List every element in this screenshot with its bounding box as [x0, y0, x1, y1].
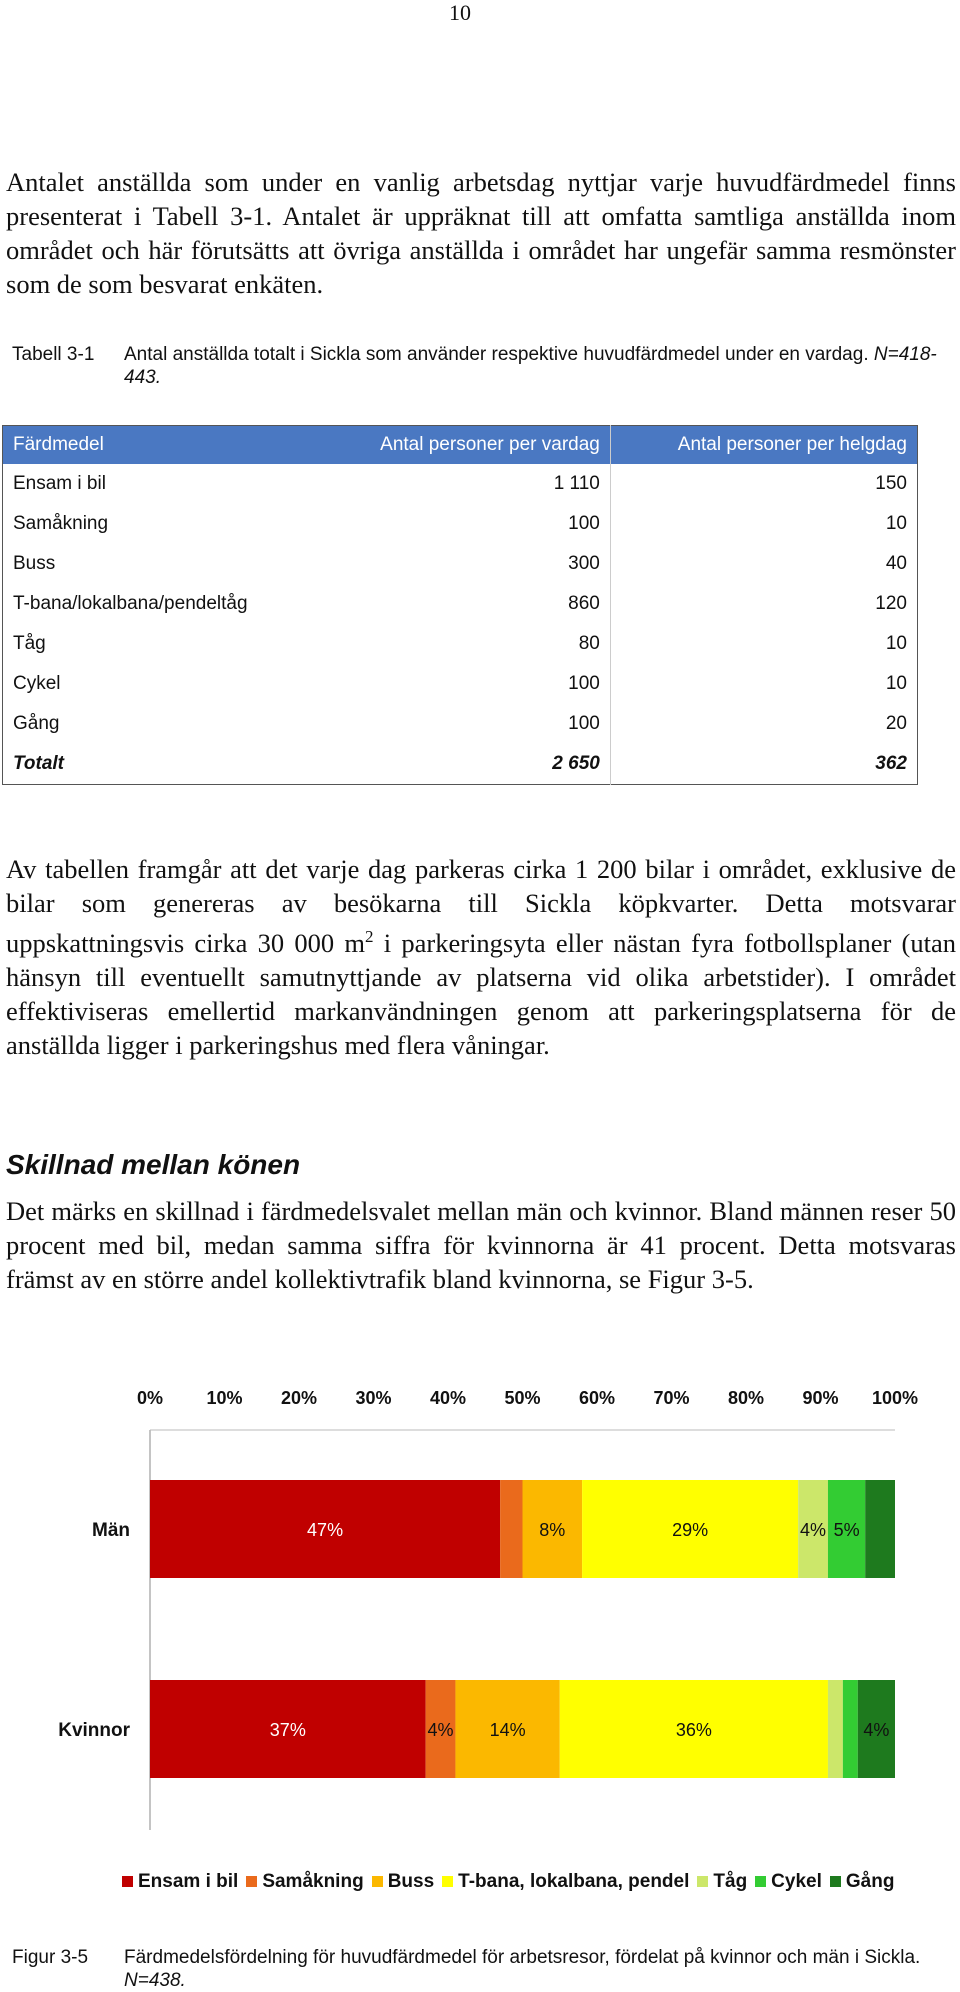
legend-label: Buss — [387, 1871, 435, 1892]
legend-item — [246, 1871, 363, 1892]
table-row — [3, 584, 918, 624]
mode-share-chart — [0, 1370, 960, 1850]
data-label: 5% — [833, 1520, 860, 1540]
table-cell: 2 650 — [316, 744, 611, 785]
category-label: Kvinnor — [58, 1720, 130, 1741]
table-cell: 80 — [316, 624, 611, 664]
table-cell: 100 — [316, 664, 611, 704]
table-cell: Tåg — [13, 633, 46, 654]
bar-segment — [843, 1680, 858, 1778]
x-tick-label: 0% — [136, 1388, 164, 1408]
legend-item — [755, 1871, 822, 1892]
table-cell: 150 — [875, 473, 907, 494]
table-row — [3, 704, 918, 744]
table-cell: 100 — [316, 504, 611, 544]
figure-caption-n: N=438. — [124, 1970, 186, 1991]
table-row — [3, 664, 918, 704]
legend-swatch — [442, 1876, 453, 1887]
table-header-row — [3, 426, 918, 465]
table-cell: 20 — [885, 713, 907, 734]
legend-item — [122, 1871, 238, 1892]
legend-swatch — [372, 1876, 383, 1887]
table-header: Antal personer per vardag — [316, 426, 611, 465]
section-heading: Skillnad mellan könen — [6, 1149, 301, 1180]
figure-caption-label: Figur 3-5 — [12, 1947, 89, 1968]
x-tick-label: 70% — [653, 1388, 690, 1408]
legend-item — [830, 1871, 895, 1892]
table-row — [3, 544, 918, 584]
table-header: Färdmedel — [3, 426, 316, 465]
data-label: 36% — [675, 1720, 712, 1740]
bar-segment — [500, 1480, 522, 1578]
x-tick-label: 50% — [504, 1388, 541, 1408]
legend-swatch — [697, 1876, 708, 1887]
legend-item — [442, 1871, 689, 1892]
parking-paragraph: Av tabellen framgår att det varje dag parkeras cirka 1 200 bilar i området, exklusive de bilar som genereras av besökarna till Sickla köpkvarter. Detta motsvarar uppskattningsvis cirka 30 000 $m^2$ i parkeringsyta eller nästan fyra fotbollsplaner (utan hänsyn till eventuellt samutnyttjande av platserna vid olika arbetstider). I området effektiviseras emellertid markanvändningen genom att parkeringsplatserna för de anställda ligger i parkeringshus med flera våningar. — [6, 854, 956, 1060]
data-label: 8% — [539, 1520, 566, 1540]
legend-label: Tåg — [713, 1871, 748, 1892]
legend-item — [697, 1871, 747, 1892]
table-cell: 860 — [316, 584, 611, 624]
intro-paragraph: Antalet anställda som under en vanlig arbetsdag nyttjar varje huvudfärdmedel finns presenterat i Tabell 3-1. Antalet är uppräknat till att omfatta samtliga anställda inom området och här förutsätts att övriga anställda i området har ungefär samma resmönster som de som besvarat enkäten. — [6, 167, 956, 299]
chart-legend — [122, 1871, 902, 1893]
table-cell: Cykel — [13, 673, 61, 694]
data-label: 4% — [427, 1720, 454, 1740]
x-tick-label: 40% — [429, 1388, 467, 1408]
x-tick-label: 30% — [355, 1388, 392, 1408]
table-cell: 10 — [885, 513, 907, 534]
legend-item — [372, 1871, 434, 1892]
table-cell: 1 110 — [316, 464, 611, 504]
table-total-row — [3, 744, 918, 785]
legend-label: Cykel — [771, 1871, 822, 1892]
legend-swatch — [830, 1876, 841, 1887]
gender-paragraph: Det märks en skillnad i färdmedelsvalet mellan män och kvinnor. Bland männen reser 50 procent med bil, medan samma siffra för kvinnorna är 41 procent. Detta motsvaras främst av en större andel kollektivtrafik bland kvinnorna, se Figur 3-5. — [6, 1196, 956, 1294]
data-label: 29% — [672, 1520, 709, 1540]
table-cell: T-bana/lokalbana/pendeltåg — [13, 593, 248, 614]
legend-label: Gång — [845, 1871, 895, 1892]
table-cell: 10 — [885, 633, 907, 654]
legend-label: T-bana, lokalbana, pendel — [458, 1871, 690, 1892]
x-tick-label: 20% — [280, 1388, 318, 1408]
x-tick-label: 10% — [206, 1388, 243, 1408]
travel-mode-table — [2, 425, 918, 785]
data-label: 4% — [863, 1720, 890, 1740]
bar-segment — [865, 1480, 895, 1578]
table-cell: 40 — [885, 553, 907, 574]
table-header: Antal personer per helgdag — [610, 426, 917, 465]
legend-swatch — [246, 1876, 257, 1887]
table-cell: Ensam i bil — [13, 473, 106, 494]
legend-label: Ensam i bil — [138, 1871, 239, 1892]
legend-label: Samåkning — [262, 1871, 364, 1892]
x-tick-label: 100% — [871, 1388, 919, 1408]
table-cell: Gång — [13, 713, 60, 734]
table-cell: 100 — [316, 704, 611, 744]
table-caption-n: N=418-443. — [124, 344, 937, 388]
x-tick-label: 90% — [802, 1388, 839, 1408]
table-row — [3, 504, 918, 544]
table-cell: Buss — [13, 553, 56, 574]
legend-swatch — [122, 1876, 133, 1887]
table-caption-text: Antal anställda totalt i Sickla som använder respektive huvudfärdmedel under en vardag. N=418-443. — [124, 344, 937, 388]
data-label: 4% — [800, 1520, 827, 1540]
x-tick-label: 80% — [727, 1388, 765, 1408]
bar-segment — [828, 1680, 843, 1778]
category-label: Män — [92, 1520, 130, 1541]
table-row — [3, 464, 918, 504]
table-cell: Totalt — [13, 753, 65, 774]
page-number: 10 — [449, 0, 471, 25]
table-caption-label: Tabell 3-1 — [12, 344, 95, 365]
table-cell: 120 — [875, 593, 907, 614]
table-cell: Samåkning — [13, 513, 109, 534]
legend-swatch — [755, 1876, 766, 1887]
data-label: 14% — [489, 1720, 526, 1740]
data-label: 37% — [269, 1720, 306, 1740]
figure-caption-text: Färdmedelsfördelning för huvudfärdmedel för arbetsresor, fördelat på kvinnor och män i Sickla. N=438. — [124, 1947, 921, 1991]
table-cell: 362 — [875, 753, 907, 774]
table-cell: 300 — [316, 544, 611, 584]
table-row — [3, 624, 918, 664]
table-cell: 10 — [885, 673, 907, 694]
x-tick-label: 60% — [578, 1388, 616, 1408]
data-label: 47% — [307, 1520, 344, 1540]
